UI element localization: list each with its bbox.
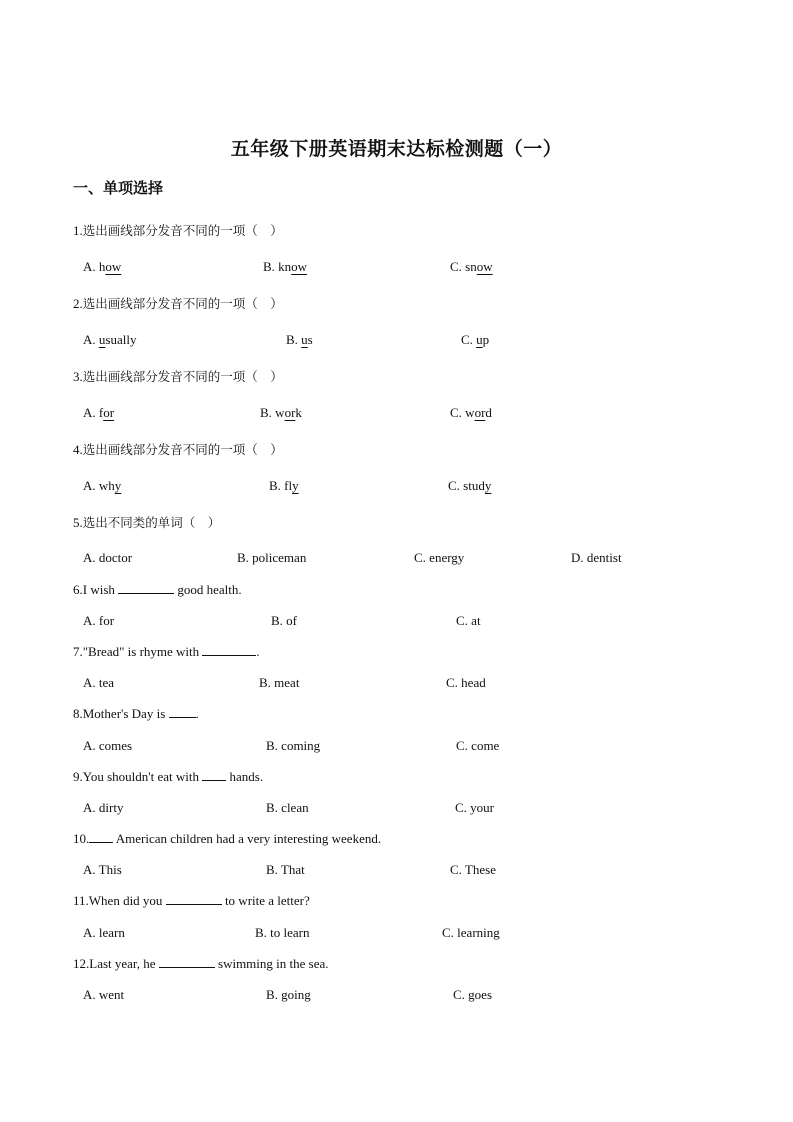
option-c[interactable]: C. head bbox=[446, 675, 486, 690]
answer-blank[interactable] bbox=[118, 582, 174, 594]
question-4: 4.选出画线部分发音不同的一项（ ） bbox=[73, 442, 283, 457]
question-8: 8.Mother's Day is . bbox=[73, 706, 199, 721]
answer-blank[interactable] bbox=[166, 893, 222, 905]
option-c[interactable]: C. your bbox=[455, 800, 494, 815]
option-a[interactable]: A. for bbox=[83, 613, 115, 628]
option-b[interactable]: B. going bbox=[266, 987, 311, 1002]
question-11: 11.When did you to write a letter? bbox=[73, 893, 310, 908]
question-2: 2.选出画线部分发音不同的一项（ ） bbox=[73, 296, 283, 311]
option-a[interactable]: A. learn bbox=[83, 925, 125, 940]
option-c[interactable]: C. snow bbox=[450, 259, 493, 274]
question-1 bbox=[73, 221, 283, 239]
option-b[interactable]: B. of bbox=[271, 613, 297, 628]
question-6: 6.I wish good health. bbox=[73, 582, 242, 597]
answer-blank[interactable] bbox=[89, 831, 113, 843]
option-c[interactable]: C. learning bbox=[442, 925, 500, 940]
page-title: 五年级下册英语期末达标检测题（一） bbox=[230, 138, 563, 160]
option-c[interactable]: C. at bbox=[456, 613, 481, 628]
answer-blank[interactable] bbox=[159, 956, 215, 968]
option-a[interactable]: A. usually bbox=[83, 332, 137, 347]
option-d[interactable]: D. dentist bbox=[571, 550, 622, 565]
option-a[interactable]: A. doctor bbox=[83, 550, 133, 565]
option-b[interactable]: B. coming bbox=[266, 738, 321, 753]
option-a[interactable]: A. why bbox=[83, 478, 122, 493]
question-5: 5.选出不同类的单词（ ） bbox=[73, 515, 221, 530]
option-a[interactable]: A. comes bbox=[83, 738, 133, 753]
option-b[interactable]: B. That bbox=[266, 862, 305, 877]
option-b[interactable]: B. policeman bbox=[237, 550, 307, 565]
option-a[interactable]: A. tea bbox=[83, 675, 115, 690]
option-b[interactable]: B. meat bbox=[259, 675, 300, 690]
section-heading: 一、单项选择 bbox=[73, 179, 164, 197]
option-b[interactable]: B. fly bbox=[269, 478, 299, 493]
question-9: 9.You shouldn't eat with hands. bbox=[73, 769, 264, 784]
option-c[interactable]: C. energy bbox=[414, 550, 465, 565]
option-a[interactable]: A. for bbox=[83, 405, 115, 420]
option-c[interactable]: C. These bbox=[450, 862, 496, 877]
option-a[interactable]: A. This bbox=[83, 862, 122, 877]
question-12: 12.Last year, he swimming in the sea. bbox=[73, 956, 329, 971]
option-b[interactable]: B. know bbox=[263, 259, 308, 274]
option-c[interactable]: C. word bbox=[450, 405, 492, 420]
option-b[interactable]: B. us bbox=[286, 332, 313, 347]
option-b[interactable]: B. to learn bbox=[255, 925, 310, 940]
question-10: 10. American children had a very interesting weekend. bbox=[73, 831, 382, 846]
option-b[interactable]: B. work bbox=[260, 405, 302, 420]
option-c[interactable]: C. come bbox=[456, 738, 500, 753]
option-b[interactable]: B. clean bbox=[266, 800, 309, 815]
question-3: 3.选出画线部分发音不同的一项（ ） bbox=[73, 369, 283, 384]
question-7: 7."Bread" is rhyme with . bbox=[73, 644, 260, 659]
answer-blank[interactable] bbox=[202, 644, 256, 656]
option-a[interactable]: A. dirty bbox=[83, 800, 124, 815]
option-c[interactable]: C. up bbox=[461, 332, 490, 347]
option-c[interactable]: C. study bbox=[448, 478, 492, 493]
question-stem: 选出画线部分发音不同的一项（ ） bbox=[82, 223, 283, 238]
option-a[interactable]: A. went bbox=[83, 987, 125, 1002]
question-number: 1. bbox=[73, 223, 83, 238]
option-a[interactable]: A. how bbox=[83, 259, 122, 274]
answer-blank[interactable] bbox=[169, 706, 196, 718]
option-c[interactable]: C. goes bbox=[453, 987, 492, 1002]
answer-blank[interactable] bbox=[202, 769, 226, 781]
